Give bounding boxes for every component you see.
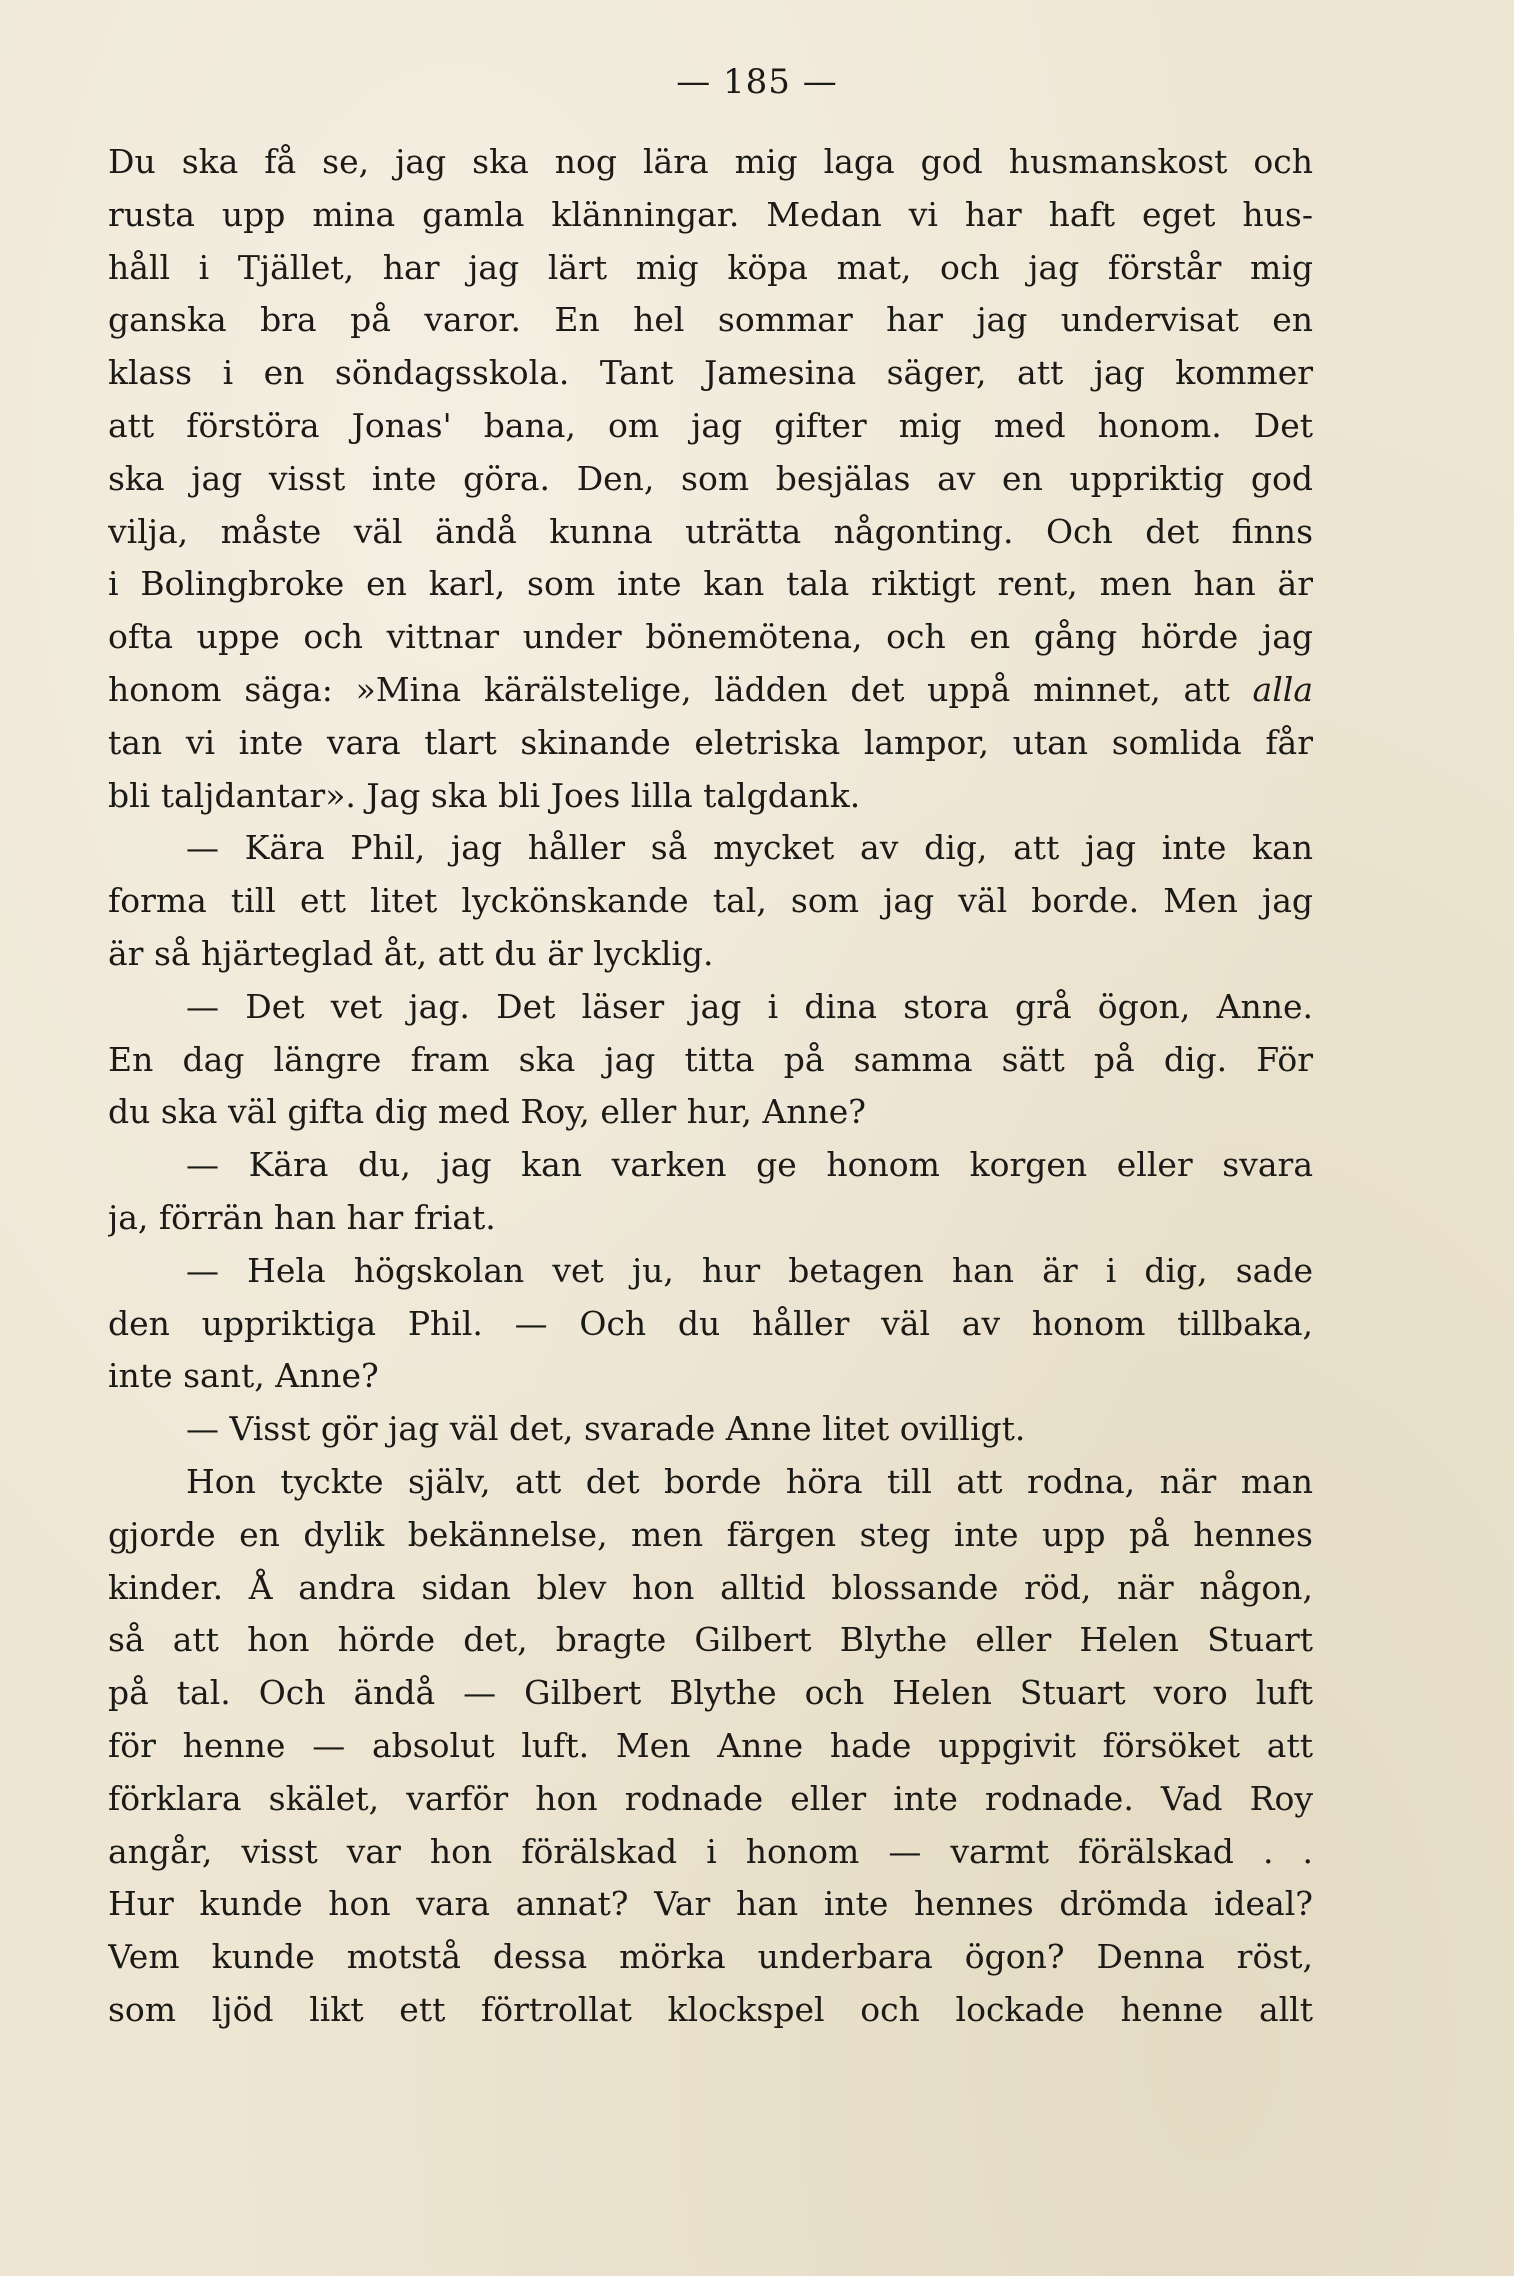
text-line [108,506,1313,559]
line-text: du ska väl gifta dig med Roy, eller hur, Anne? [108,1092,866,1132]
text-line [108,1350,1313,1403]
line-text: ska jag visst inte göra. Den, som besjälas av en uppriktig god [108,458,1313,498]
line-text: rusta upp mina gamla klänningar. Medan vi har haft eget hus- [108,194,1313,234]
line-text: Vem kunde motstå dessa mörka underbara ögon? Denna röst, [108,1937,1313,1977]
text-line [108,1509,1313,1562]
text-line [108,1614,1313,1667]
line-text: inte sant, Anne? [108,1356,379,1396]
text-line [108,928,1313,981]
line-text: — Hela högskolan vet ju, hur betagen han är i dig, sade [186,1250,1313,1290]
line-text: honom säga: »Mina kärälstelige, lädden det uppå minnet, att [108,669,1253,709]
text-line [108,558,1313,611]
text-line [108,717,1313,770]
text-line [108,1192,1313,1245]
text-line [108,189,1313,242]
page-number: — 185 — [676,62,838,102]
text-line [108,770,1313,823]
line-text: Du ska få se, jag ska nog lära mig laga god husmanskost och [108,142,1313,181]
text-line [108,1878,1313,1931]
text-line [108,1298,1313,1351]
text-line [108,1034,1313,1087]
line-text: Hon tyckte själv, att det borde höra till att rodna, när man [186,1461,1313,1501]
text-line [108,875,1313,928]
line-text: — Visst gör jag väl det, svarade Anne litet ovilligt. [186,1409,1026,1449]
text-line [108,664,1313,717]
line-text: så att hon hörde det, bragte Gilbert Blythe eller Helen Stuart [108,1620,1313,1660]
line-text: på tal. Och ändå — Gilbert Blythe och Helen Stuart voro luft [108,1673,1313,1713]
line-text: En dag längre fram ska jag titta på samma sätt på dig. För [108,1039,1313,1079]
line-text: bli taljdantar». Jag ska bli Joes lilla talgdank. [108,775,861,815]
line-text: vilja, måste väl ändå kunna uträtta någonting. Och det finns [108,511,1313,551]
line-text: ja, förrän han har friat. [108,1197,496,1237]
text-line [108,1456,1313,1509]
line-text: gjorde en dylik bekännelse, men färgen steg inte upp på hennes [108,1514,1313,1554]
line-text: ofta uppe och vittnar under bönemötena, och en gång hörde jag [108,617,1313,657]
text-line [108,453,1313,506]
text-line [108,1086,1313,1139]
line-text: — Det vet jag. Det läser jag i dina stora grå ögon, Anne. [186,986,1313,1026]
line-text: angår, visst var hon förälskad i honom — varmt förälskad . . [108,1831,1313,1871]
line-text: tan vi inte vara tlart skinande eletriska lampor, utan somlida får [108,722,1313,762]
line-text: ganska bra på varor. En hel sommar har jag undervisat en [108,300,1313,340]
line-text: att förstöra Jonas' bana, om jag gifter mig med honom. Det [108,405,1313,445]
text-line [108,347,1313,400]
body-text [108,136,1313,2037]
text-line [108,1139,1313,1192]
text-line [108,611,1313,664]
text-line [108,1773,1313,1826]
italic-word: alla [1252,669,1313,709]
text-line [108,1826,1313,1879]
text-line [108,400,1313,453]
line-text: — Kära Phil, jag håller så mycket av dig, att jag inte kan [186,828,1313,868]
line-text: förklara skälet, varför hon rodnade eller inte rodnade. Vad Roy [108,1778,1313,1818]
line-text: är så hjärteglad åt, att du är lycklig. [108,933,714,973]
line-text: i Bolingbroke en karl, som inte kan tala riktigt rent, men han är [108,564,1313,604]
text-line [108,242,1313,295]
text-line [108,1931,1313,1984]
text-line [108,1245,1313,1298]
text-line [108,294,1313,347]
text-line [108,822,1313,875]
line-text: för henne — absolut luft. Men Anne hade uppgivit försöket att [108,1725,1313,1765]
text-line [108,1720,1313,1773]
text-line [108,981,1313,1034]
text-line [108,1984,1313,2037]
line-text: håll i Tjället, har jag lärt mig köpa mat, och jag förstår mig [108,247,1313,287]
line-text: klass i en söndagsskola. Tant Jamesina säger, att jag kommer [108,353,1313,393]
line-text: Hur kunde hon vara annat? Var han inte hennes drömda ideal? [108,1884,1313,1924]
line-text: kinder. Å andra sidan blev hon alltid blossande röd, när någon, [108,1567,1313,1607]
line-text: forma till ett litet lyckönskande tal, som jag väl borde. Men jag [108,881,1313,921]
line-text: den uppriktiga Phil. — Och du håller väl av honom tillbaka, [108,1303,1313,1343]
line-text: som ljöd likt ett förtrollat klockspel och lockade henne allt [108,1989,1313,2029]
text-line [108,136,1313,189]
text-line [108,1667,1313,1720]
text-line [108,1562,1313,1615]
text-line [108,1403,1313,1456]
line-text: — Kära du, jag kan varken ge honom korgen eller svara [186,1145,1313,1185]
